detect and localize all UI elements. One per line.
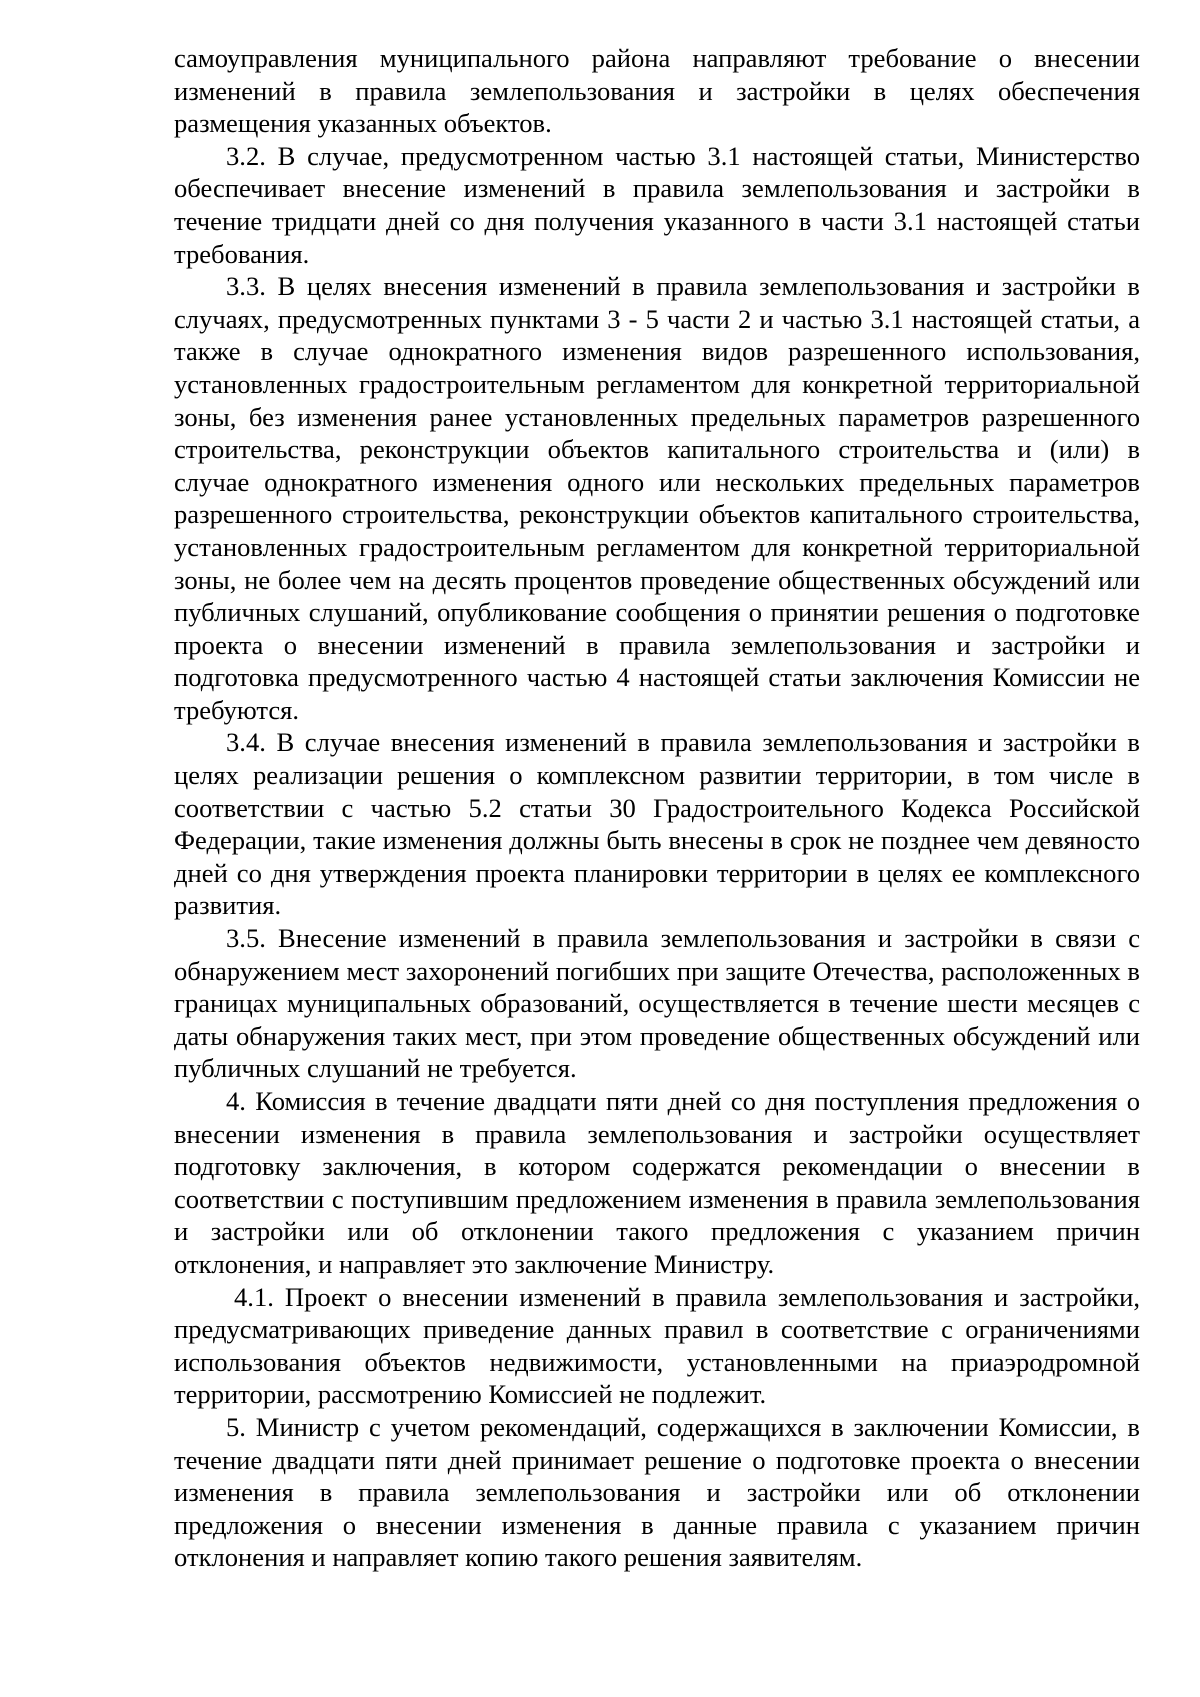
paragraph-4: 4. Комиссия в течение двадцати пяти дней со дня поступления предложения о внесении изменения в правила землепользования и застройки осуществляет подготовку заключения, в котором содержатся рекомендации о внесении в соответствии с поступившим предложением изменения в правила землепользования и застройки или об отклонении такого предложения с указанием причин отклонения, и направляет это заключение Министру.: [174, 1086, 1140, 1279]
paragraph-3-4: 3.4. В случае внесения изменений в правила землепользования и застройки в целях реализации решения о комплексном развитии территории, в том числе в соответствии с частью 5.2 статьи 30 Градостроительного Кодекса Российской Федерации, такие изменения должны быть внесены в срок не позднее чем девяносто дней со дня утверждения проекта планировки территории в целях ее комплексного развития.: [174, 727, 1140, 921]
paragraph-continuation: самоуправления муниципального района направляют требование о внесении изменений в правила землепользования и застройки в целях обеспечения размещения указанных объектов.: [174, 43, 1140, 139]
paragraph-3-3: 3.3. В целях внесения изменений в правила землепользования и застройки в случаях, предусмотренных пунктами 3 - 5 части 2 и частью 3.1 настоящей статьи, а также в случае однократного изменения видов разрешенного использования, установленных градостроительным регламентом для конкретной территориальной зоны, без изменения ранее установленных предельных параметров разрешенного строительства, реконструкции объектов капитального строительства и (или) в случае однократного изменения одного или нескольких предельных параметров разрешенного строительства, реконструкции объектов капитального строительства, установленных градостроительным регламентом для конкретной территориальной зоны, не более чем на десять процентов проведение общественных обсуждений или публичных слушаний, опубликование сообщения о принятии решения о подготовке проекта о внесении изменений в правила землепользования и застройки и подготовка предусмотренного частью 4 настоящей статьи заключения Комиссии не требуются.: [174, 271, 1140, 725]
paragraph-5: 5. Министр с учетом рекомендаций, содержащихся в заключении Комиссии, в течение двадцати пяти дней принимает решение о подготовке проекта о внесении изменения в правила землепользования и застройки или об отклонении предложения о внесении изменения в данные правила с указанием причин отклонения и направляет копию такого решения заявителям.: [174, 1411, 1140, 1573]
paragraph-4-1: 4.1. Проект о внесении изменений в правила землепользования и застройки, предусматривающих приведение данных правил в соответствие с ограничениями использования объектов недвижимости, установленными на приаэродромной территории, рассмотрению Комиссией не подлежит.: [174, 1281, 1140, 1410]
paragraph-3-2: 3.2. В случае, предусмотренном частью 3.1 настоящей статьи, Министерство обеспечивает внесение изменений в правила землепользования и застройки в течение тридцати дней со дня получения указанного в части 3.1 настоящей статьи требования.: [174, 140, 1140, 269]
paragraph-3-5: 3.5. Внесение изменений в правила землепользования и застройки в связи с обнаружением мест захоронений погибших при защите Отечества, расположенных в границах муниципальных образований, осуществляется в течение шести месяцев с даты обнаружения таких мест, при этом проведение общественных обсуждений или публичных слушаний не требуется.: [174, 923, 1140, 1084]
document-page: [174, 42, 1140, 1574]
